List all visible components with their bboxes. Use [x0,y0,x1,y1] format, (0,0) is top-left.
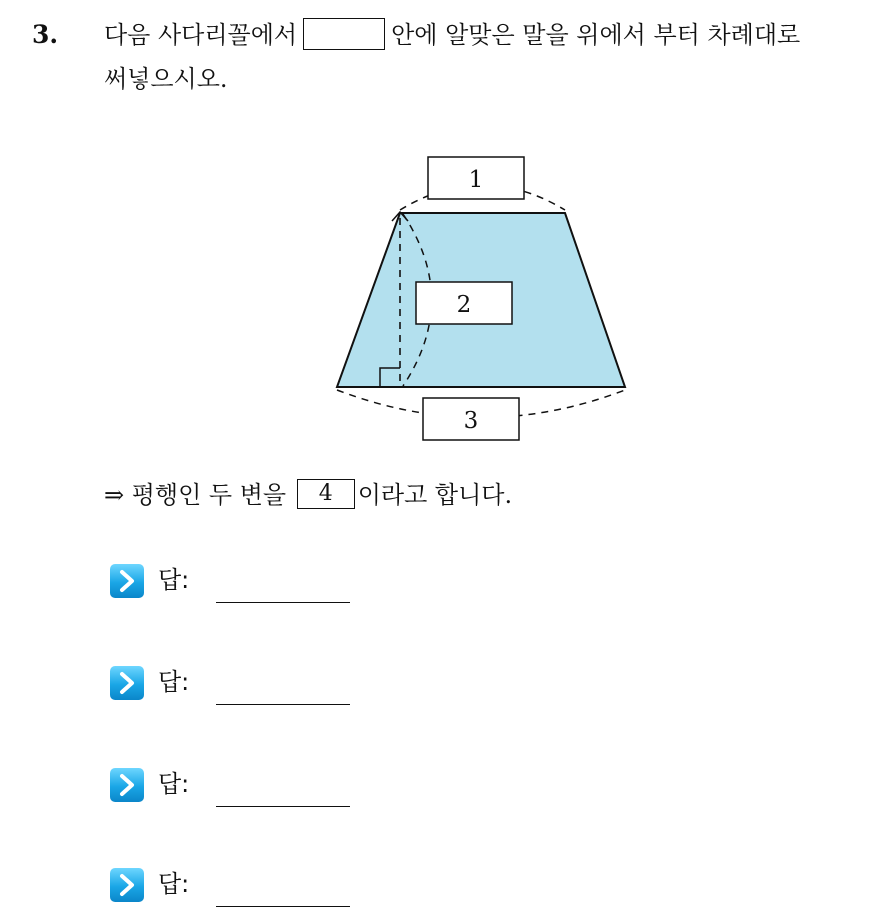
label-1-text: 1 [468,167,484,193]
question-number: 3. [32,20,59,49]
statement-box-4: 4 [297,479,355,509]
answer-row-4 [110,866,350,906]
answer-label: 답: [158,668,190,696]
answer-label: 답: [158,770,190,798]
statement-line [104,478,512,512]
chevron-right-icon [110,564,144,598]
answer-row-2 [110,664,350,704]
answer-label: 답: [158,566,190,594]
question-text-before-box: 다음 사다리꼴에서 [104,21,298,49]
label-3-text: 3 [463,408,479,434]
answer-input-line[interactable] [216,704,350,705]
chevron-right-icon [110,868,144,902]
answer-input-line[interactable] [216,806,350,807]
statement-prefix: ⇒ 평행인 두 변을 [104,481,287,509]
chevron-right-icon [110,768,144,802]
answer-row-1 [110,562,350,602]
chevron-right-icon [110,666,144,700]
answer-input-line[interactable] [216,906,350,907]
question-text-after-box: 안에 알맞은 말을 위에서 부터 차례대로 [391,21,801,49]
answer-row-3 [110,766,350,806]
question-text-line-2: 써넣으시오. [104,65,228,93]
answer-input-line[interactable] [216,602,350,603]
answer-label: 답: [158,870,190,898]
statement-suffix: 이라고 합니다. [357,481,513,509]
label-2-text: 2 [456,292,472,318]
